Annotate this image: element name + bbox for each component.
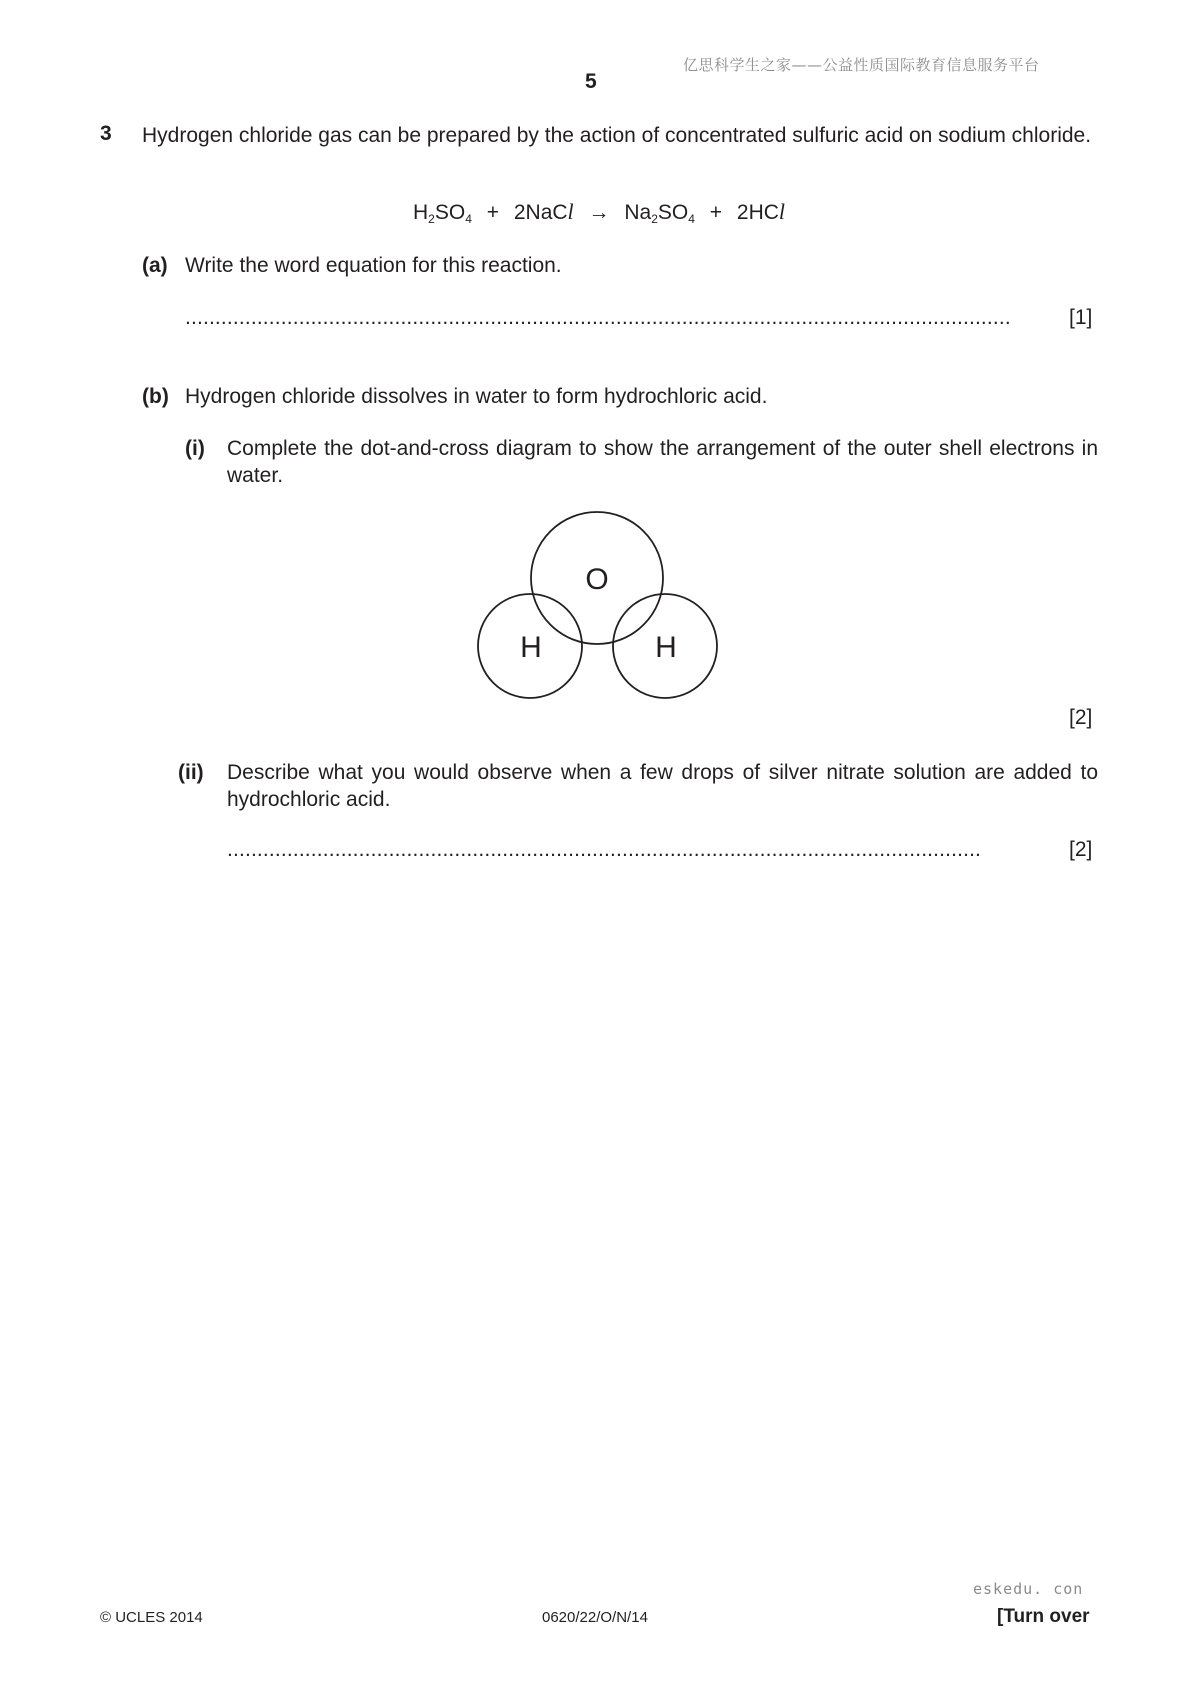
plus-sign: +: [486, 201, 499, 224]
page-number: 5: [585, 70, 597, 93]
part-b-label: (b): [142, 385, 169, 408]
reactant-sulfuric-acid: $H_2SO_4$: [413, 201, 472, 226]
paper-code: 0620/22/O/N/14: [542, 1609, 648, 1626]
chemical-equation: [413, 199, 785, 226]
part-a-label: (a): [142, 254, 168, 277]
water-dot-cross-diagram[interactable]: [470, 506, 720, 706]
header-watermark: 亿思科学生之家——公益性质国际教育信息服务平台: [683, 56, 1040, 74]
product-sodium-sulfate: $Na_2SO_4$: [624, 201, 695, 226]
reaction-arrow: →: [588, 201, 610, 224]
plus-sign: +: [709, 201, 723, 224]
part-b-ii-label: (ii): [178, 761, 204, 784]
question-number: 3: [100, 122, 112, 145]
part-b-i-text: Complete the dot-and-cross diagram to show the arrangement of the outer shell electrons in water.: [227, 437, 1098, 487]
product-hydrogen-chloride: 2HCl: [736, 199, 786, 224]
oxygen-symbol: O: [585, 563, 609, 596]
part-b-text: Hydrogen chloride dissolves in water to form hydrochloric acid.: [185, 385, 768, 408]
question-intro: Hydrogen chloride gas can be prepared by the action of concentrated sulfuric acid on sodium chloride.: [142, 124, 1092, 147]
part-a-mark: [1]: [1069, 306, 1093, 329]
copyright: © UCLES 2014: [100, 1609, 203, 1626]
part-a-answer-line[interactable]: ..........................................................................................................................................: [185, 306, 1011, 329]
part-b-ii-answer-line[interactable]: ..............................................................................................................................: [227, 838, 982, 861]
hydrogen-right-symbol: H: [655, 631, 677, 664]
reactant-sodium-chloride: 2NaCl: [513, 199, 574, 224]
footer-watermark: eskedu. con: [973, 1580, 1084, 1598]
part-b-ii-text: Describe what you would observe when a few drops of silver nitrate solution are added to hydrochloric acid.: [227, 761, 1098, 811]
part-a-text: Write the word equation for this reaction.: [185, 254, 562, 277]
hydrogen-left-symbol: H: [520, 631, 542, 664]
turn-over: [Turn over: [997, 1606, 1090, 1627]
part-b-i-label: (i): [185, 437, 205, 460]
part-b-i-mark: [2]: [1069, 706, 1093, 729]
part-b-ii-mark: [2]: [1069, 838, 1093, 861]
